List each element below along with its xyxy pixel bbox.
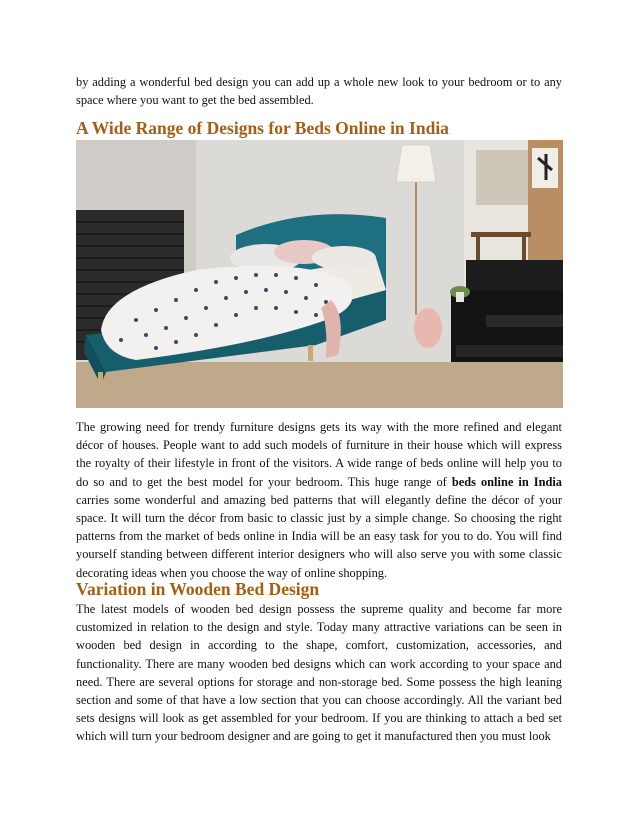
intro-paragraph: by adding a wonderful bed design you can add up a whole new look to your bedroom or to any space where you want to get the bed assembled.	[76, 75, 562, 108]
section-heading-beds-online: A Wide Range of Designs for Beds Online in India	[76, 118, 449, 138]
section1-paragraph	[76, 418, 562, 582]
bedroom-photo	[76, 140, 563, 408]
section1-text-end: carries some wonderful and amazing bed patterns that will elegantly define the décor of your space. It will turn the décor from basic to classic just by a simple change. So choosing the right patterns from the market of beds online in India will be an easy task for you to do. You will find yourself standing between different interior designers who will also serve you with some classic decorating ideas when you choose the way of online shopping.	[76, 492, 562, 580]
section1-text-start: The growing need for trendy furniture designs gets its way with the more refined and elegant décor of houses. People want to add such models of furniture in their house which will express the royalty of their lifestyle in front of the visitors. A wide range of beds online will help you to do so and to get the best model for your bedroom. This huge range of	[76, 420, 562, 489]
section-heading-wooden-bed: Variation in Wooden Bed Design	[76, 579, 320, 599]
beds-online-india-bold: beds online in India	[451, 474, 562, 489]
section2-paragraph: The latest models of wooden bed design possess the supreme quality and become far more customized in relation to the design and style. Today many attractive variations can be seen in wooden bed design in according to the shape, comfort, customization, accessories, and functionality. There are many wooden bed designs which can work according to your space and need. There are several options for storage and non-storage bed. Some possess the high leaning section and some of that have a low section that you can choose accordingly. All the variant bed sets designs will look as get assembled for your bedroom. If you are thinking to attach a bed set which will turn your bedroom designer and are going to get it manufactured then you must look	[76, 602, 562, 744]
